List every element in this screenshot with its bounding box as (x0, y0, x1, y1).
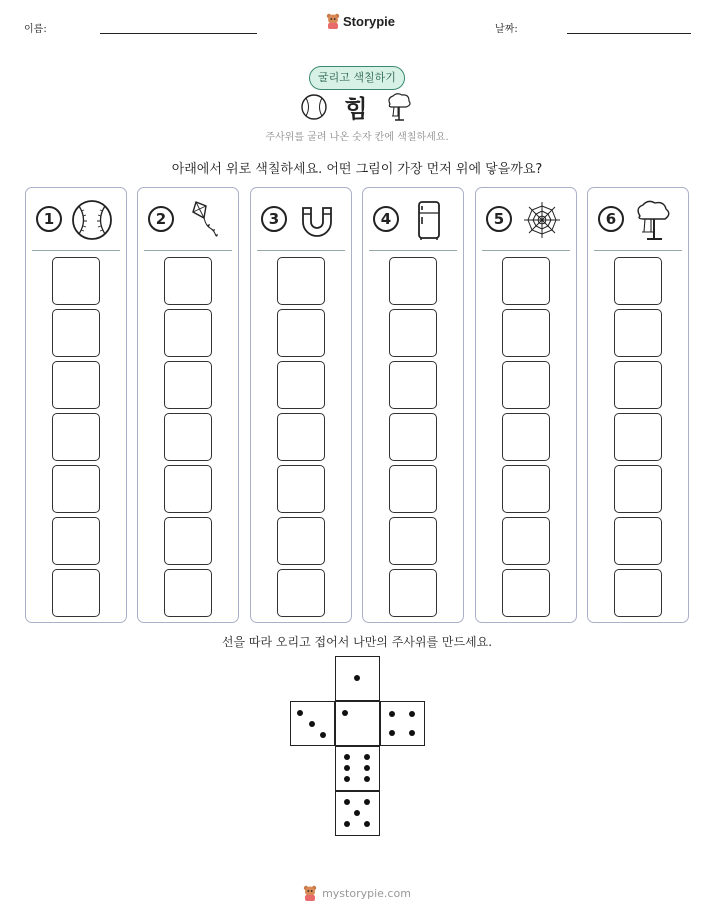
column-number: 6 (598, 206, 624, 232)
tree-swing-icon (384, 92, 414, 122)
column-3 (250, 187, 352, 623)
dice-face-3 (290, 701, 335, 746)
color-square[interactable] (614, 413, 662, 461)
color-square[interactable] (502, 309, 550, 357)
color-square[interactable] (614, 569, 662, 617)
pip (344, 821, 350, 827)
pip (342, 710, 348, 716)
color-square[interactable] (614, 465, 662, 513)
pip (364, 799, 370, 805)
color-square[interactable] (389, 257, 437, 305)
color-square[interactable] (389, 413, 437, 461)
kite-icon (182, 198, 226, 242)
bear-mascot-icon (303, 885, 317, 901)
color-square[interactable] (52, 413, 100, 461)
color-square[interactable] (502, 413, 550, 461)
color-square[interactable] (277, 257, 325, 305)
pip (354, 810, 360, 816)
column-header (476, 188, 576, 250)
color-square[interactable] (52, 465, 100, 513)
magnet-icon (295, 198, 339, 242)
color-square[interactable] (502, 517, 550, 565)
column-divider (32, 250, 120, 251)
column-number: 2 (148, 206, 174, 232)
column-number: 3 (261, 206, 287, 232)
name-label: 이름: (24, 24, 47, 35)
page-title: 힘 (344, 95, 368, 123)
pip (364, 776, 370, 782)
baseball-icon (300, 93, 328, 121)
column-header (26, 188, 126, 250)
color-square[interactable] (614, 517, 662, 565)
pip (364, 821, 370, 827)
pip (409, 711, 415, 717)
refrigerator-icon (407, 198, 451, 242)
color-square[interactable] (277, 361, 325, 409)
color-square[interactable] (389, 309, 437, 357)
color-square[interactable] (389, 465, 437, 513)
column-number: 5 (486, 206, 512, 232)
column-6 (587, 187, 689, 623)
pip (320, 732, 326, 738)
color-square[interactable] (502, 257, 550, 305)
column-divider (257, 250, 345, 251)
spiderweb-icon (520, 198, 564, 242)
game-instruction: 아래에서 위로 색칠하세요. 어떤 그림이 가장 먼저 위에 닿을까요? (171, 162, 543, 177)
color-square[interactable] (277, 569, 325, 617)
pip (309, 721, 315, 727)
game-subtitle: 주사위를 굴려 나온 숫자 칸에 색칠하세요. (265, 132, 449, 143)
column-2 (137, 187, 239, 623)
column-divider (369, 250, 457, 251)
color-square[interactable] (389, 569, 437, 617)
color-square[interactable] (164, 257, 212, 305)
tree-swing-icon (632, 198, 676, 242)
date-line[interactable] (567, 33, 691, 34)
color-square[interactable] (52, 569, 100, 617)
column-number: 4 (373, 206, 399, 232)
color-square[interactable] (277, 413, 325, 461)
column-header (588, 188, 688, 250)
color-square[interactable] (277, 465, 325, 513)
pip (364, 754, 370, 760)
column-header (251, 188, 351, 250)
color-square[interactable] (164, 517, 212, 565)
color-square[interactable] (389, 517, 437, 565)
pip (389, 711, 395, 717)
color-square[interactable] (502, 465, 550, 513)
date-label: 날짜: (495, 24, 518, 35)
footer-url[interactable]: mystorypie.com (322, 886, 411, 900)
color-square[interactable] (164, 361, 212, 409)
color-square[interactable] (52, 309, 100, 357)
column-5 (475, 187, 577, 623)
bear-mascot-icon (326, 13, 340, 29)
color-square[interactable] (277, 309, 325, 357)
dice-instruction: 선을 따라 오리고 접어서 나만의 주사위를 만드세요. (221, 635, 493, 649)
column-divider (144, 250, 232, 251)
color-square[interactable] (164, 413, 212, 461)
dice-face-5 (335, 791, 380, 836)
logo-text: Storypie (343, 13, 396, 29)
footer (0, 885, 714, 901)
dice-face-4 (380, 701, 425, 746)
color-square[interactable] (502, 361, 550, 409)
game-tag: 굴리고 색칠하기 (309, 66, 405, 90)
color-square[interactable] (52, 517, 100, 565)
column-4 (362, 187, 464, 623)
pip (354, 675, 360, 681)
color-square[interactable] (164, 569, 212, 617)
dice-face-6 (335, 746, 380, 791)
name-line[interactable] (100, 33, 257, 34)
color-square[interactable] (52, 257, 100, 305)
column-divider (594, 250, 682, 251)
storypie-logo (326, 13, 395, 29)
color-square[interactable] (389, 361, 437, 409)
pip (344, 765, 350, 771)
pip (297, 710, 303, 716)
color-square[interactable] (614, 309, 662, 357)
dice-face-1 (335, 701, 380, 746)
color-square[interactable] (52, 361, 100, 409)
color-square[interactable] (502, 569, 550, 617)
column-header (138, 188, 238, 250)
column-1 (25, 187, 127, 623)
pip (344, 799, 350, 805)
column-number: 1 (36, 206, 62, 232)
color-square[interactable] (614, 361, 662, 409)
color-square[interactable] (614, 257, 662, 305)
pip (389, 730, 395, 736)
pip (344, 754, 350, 760)
color-square[interactable] (164, 465, 212, 513)
column-header (363, 188, 463, 250)
column-divider (482, 250, 570, 251)
pip (364, 765, 370, 771)
pip (344, 776, 350, 782)
dice-face-1 (335, 656, 380, 701)
color-square[interactable] (277, 517, 325, 565)
color-square[interactable] (164, 309, 212, 357)
pip (409, 730, 415, 736)
title-row (0, 89, 714, 124)
baseball-icon (70, 198, 114, 242)
